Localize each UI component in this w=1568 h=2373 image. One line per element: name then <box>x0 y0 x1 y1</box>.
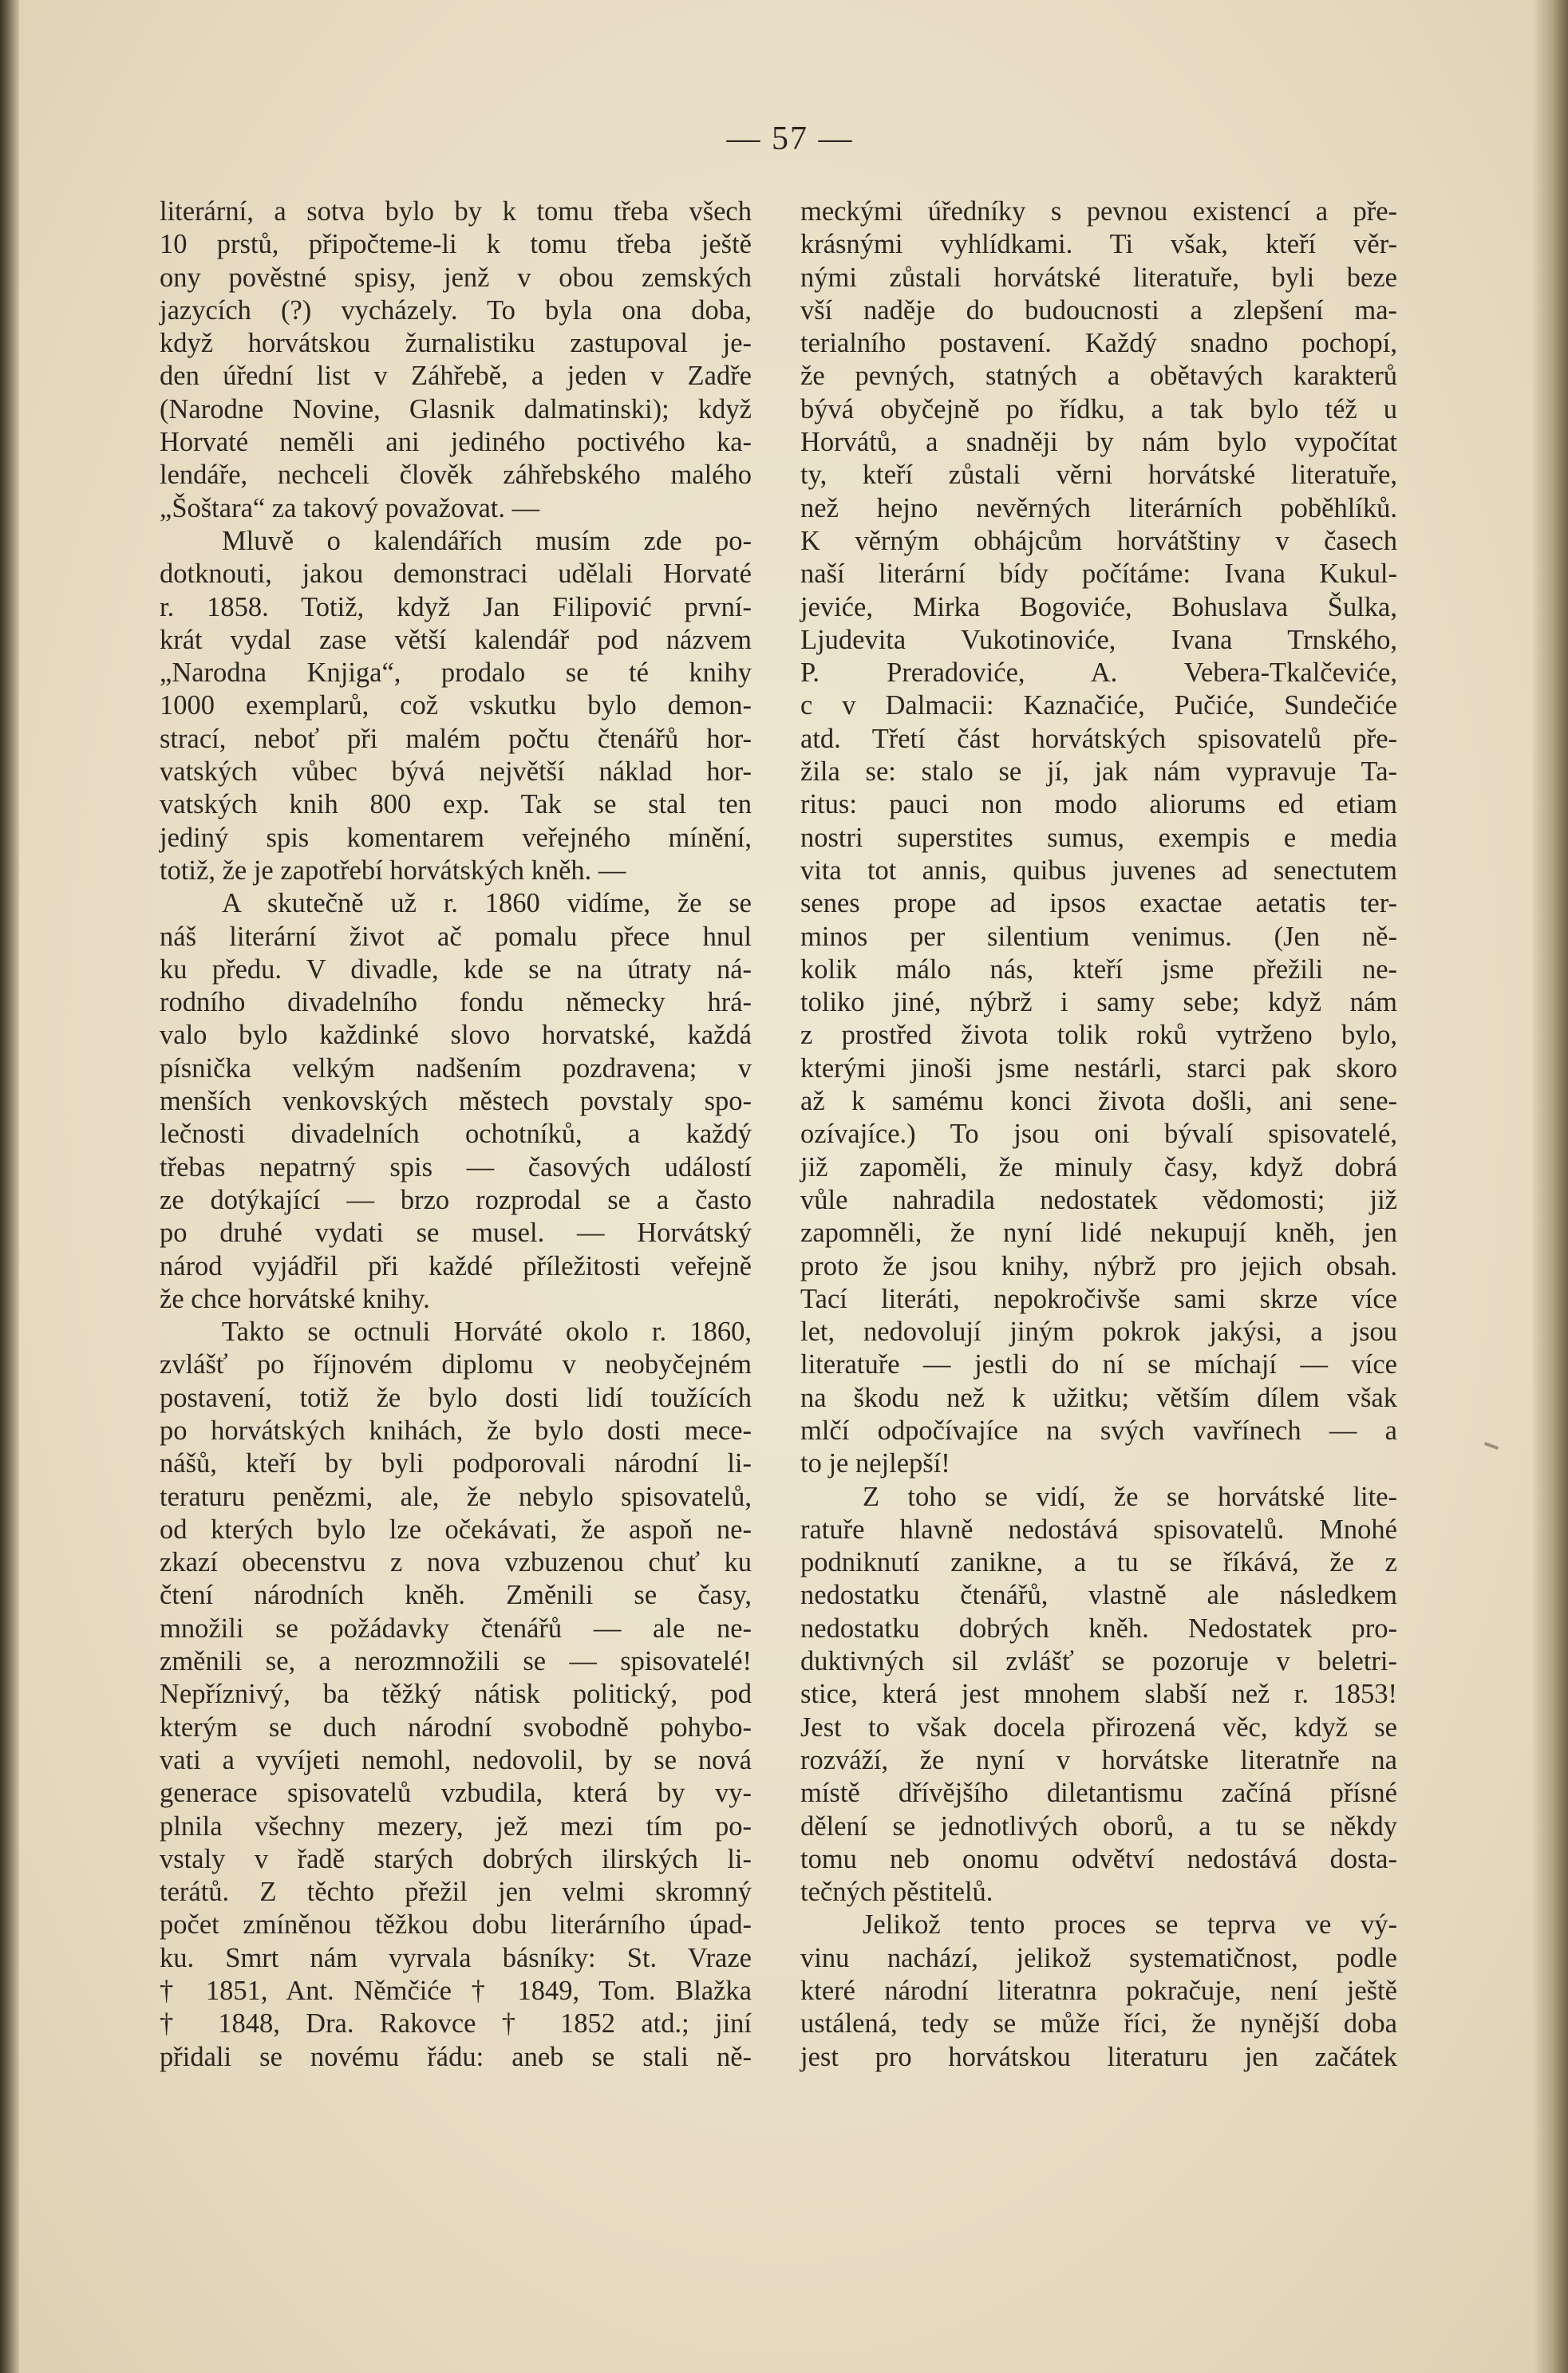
text-line: změnili se, a nerozmnožili se — spisovatelé! <box>160 1646 752 1677</box>
text-line: lečnosti divadelních ochotníků, a každý <box>160 1119 752 1150</box>
text-line: den úřední list v Záhřebě, a jeden v Zadře <box>160 361 752 392</box>
text-line: P. Preradoviće, A. Vebera-Tkalčeviće, <box>800 657 1397 689</box>
text-line: tomu neb onomu odvětví nedostává dosta- <box>800 1843 1397 1874</box>
text-line: c v Dalmacii: Kaznačiće, Pučiće, Sundečiće <box>800 690 1397 721</box>
page-edge-shadow-right <box>1533 0 1568 2373</box>
text-line: vinu nachází, jelikož systematičnost, podle <box>800 1942 1397 1973</box>
text-line: Nepříznivý, ba těžký nátisk politický, pod <box>160 1679 752 1710</box>
text-line: jest pro horvátskou literaturu jen začátek <box>800 2041 1397 2072</box>
paper-mark <box>1484 1442 1499 1450</box>
text-line: vůle nahradila nedostatek vědomosti; již <box>800 1184 1397 1215</box>
text-line: nými zůstali horvátské literatuře, byli beze <box>800 262 1397 293</box>
text-line: jeviće, Mirka Bogoviće, Bohuslava Šulka, <box>800 591 1397 622</box>
text-line: zapomněli, že nyní lidé nekupují kněh, jen <box>800 1218 1397 1249</box>
text-line: duktivných sil zvlášť se pozoruje v beletri- <box>800 1646 1397 1677</box>
text-line: nášů, kteří by byli podporovali národní li- <box>160 1448 752 1479</box>
text-line: počet zmíněnou těžkou dobu literárního úpad- <box>160 1909 752 1941</box>
text-line: totiž, že je zapotřebí horvátských kněh. — <box>160 855 626 886</box>
text-line: z prostřed života tolik roků vytrženo bylo, <box>800 1020 1397 1051</box>
text-line: naší literární bídy počítáme: Ivana Kukul- <box>800 559 1397 590</box>
text-line: strací, neboť při malém počtu čtenářů hor- <box>160 723 752 754</box>
text-line: minos per silentium venimus. (Jen ně- <box>800 921 1397 952</box>
text-line: místě dřívějšího diletantismu začíná přísné <box>800 1778 1397 1809</box>
text-line: proto že jsou knihy, nýbrž pro jejich obsah. <box>800 1250 1397 1281</box>
text-line: r. 1858. Totiž, když Jan Filipović první- <box>160 591 752 622</box>
text-line: kterým se duch národní svobodně pohybo- <box>160 1712 752 1743</box>
text-line: teraturu penězmi, ale, že nebylo spisovatelů, <box>160 1481 752 1512</box>
text-line: † 1848, Dra. Rakovce † 1852 atd.; jiní <box>160 2008 752 2039</box>
text-line: meckými úředníky s pevnou existencí a pře- <box>800 196 1397 227</box>
text-line: senes prope ad ipsos exactae aetatis ter- <box>800 888 1397 919</box>
text-line: Takto se octnuli Horváté okolo r. 1860, <box>222 1317 752 1348</box>
text-line: † 1851, Ant. Němčiće † 1849, Tom. Blažka <box>160 1976 752 2007</box>
text-line: vstaly v řadě starých dobrých ilirských li- <box>160 1843 752 1874</box>
text-line: vati a vyvíjeti nemohl, nedovolil, by se nová <box>160 1744 752 1775</box>
text-line: rodního divadelního fondu německy hrá- <box>160 987 752 1018</box>
text-line: ratuře hlavně nedostává spisovatelů. Mnohé <box>800 1514 1397 1545</box>
text-line: Mluvě o kalendářích musím zde po- <box>222 525 752 556</box>
text-line: 10 prstů, připočteme-li k tomu třeba ještě <box>160 229 752 260</box>
text-line: Horvátů, a snadněji by nám bylo vypočítat <box>800 427 1397 458</box>
text-line: ony pověstné spisy, jenž v obou zemských <box>160 262 752 293</box>
text-line: krásnými vyhlídkami. Ti však, kteří věr- <box>800 229 1397 260</box>
text-line: tečných pěstitelů. <box>800 1877 993 1908</box>
text-line: valo bylo každinké slovo horvatské, každá <box>160 1020 752 1051</box>
text-line: Z toho se vidí, že se horvátské lite- <box>863 1481 1397 1512</box>
text-line: od kterých bylo lze očekávati, že aspoň ne- <box>160 1514 752 1545</box>
text-line: terialního postavení. Každý snadno pochopí, <box>800 328 1397 359</box>
text-line: Horvaté neměli ani jediného poctivého ka- <box>160 427 752 458</box>
text-line: množili se požádavky čtenářů — ale ne- <box>160 1613 752 1644</box>
text-line: A skutečně už r. 1860 vidíme, že se <box>222 888 752 919</box>
text-line: když horvátskou žurnalistiku zastupoval je- <box>160 328 752 359</box>
text-line: vatských vůbec bývá největší náklad hor- <box>160 756 752 788</box>
text-line: nostri superstites sumus, exempis e media <box>800 822 1397 853</box>
text-line: Jelikož tento proces se teprva ve vý- <box>863 1909 1397 1941</box>
text-line: ritus: pauci non modo aliorums ed etiam <box>800 789 1397 820</box>
text-line: ku. Smrt nám vyrvala básníky: St. Vraze <box>160 1942 752 1973</box>
text-line: které národní literatnra pokračuje, není ještě <box>800 1976 1397 2007</box>
text-line: plnila všechny mezery, jež mezi tím po- <box>160 1810 752 1842</box>
text-line: ku předu. V divadle, kde se na útraty ná- <box>160 954 752 985</box>
text-line: vita tot annis, quibus juvenes ad senectutem <box>800 855 1397 886</box>
text-line: atd. Třetí část horvátských spisovatelů pře- <box>800 723 1397 754</box>
text-line: čtení národních kněh. Změnili se časy, <box>160 1580 752 1611</box>
text-line: jazycích (?) vycházely. To byla ona doba, <box>160 294 752 326</box>
text-line: let, nedovolují jiným pokrok jakýsi, a jsou <box>800 1317 1397 1348</box>
text-line: kterými jinoši jsme nestárli, starci pak skoro <box>800 1052 1397 1084</box>
text-line: mlčí odpočívajíce na svých vavřínech — a <box>800 1415 1397 1446</box>
text-line: krát vydal zase větší kalendář pod názvem <box>160 624 752 655</box>
text-line: po druhé vydati se musel. — Horvátský <box>160 1218 752 1249</box>
text-line: ustálená, tedy se může říci, že nynější doba <box>800 2008 1397 2039</box>
text-line: ty, kteří zůstali věrni horvátské literatuře, <box>800 460 1397 491</box>
right-text-column <box>800 195 1397 2074</box>
text-line: to je nejlepší! <box>800 1448 950 1479</box>
text-line: na škodu než k užitku; větším dílem však <box>800 1382 1397 1413</box>
text-line: písnička velkým nadšením pozdravena; v <box>160 1052 752 1084</box>
text-line: rozváží, že nyní v horvátske literatnře na <box>800 1744 1397 1775</box>
left-text-column <box>160 195 752 2074</box>
text-line: postavení, totiž že bylo dosti lidí toužících <box>160 1382 752 1413</box>
text-line: vatských knih 800 exp. Tak se stal ten <box>160 789 752 820</box>
text-line: literatuře — jestli do ní se míchají — více <box>800 1349 1397 1380</box>
text-line: Jest to však docela přirozená věc, když se <box>800 1712 1397 1743</box>
text-line: menších venkovských městech povstaly spo- <box>160 1086 752 1117</box>
text-line: generace spisovatelů vzbudila, která by vy- <box>160 1778 752 1809</box>
text-line: třebas nepatrný spis — časových událostí <box>160 1151 752 1183</box>
page-number: — 57 — <box>726 120 854 157</box>
text-line: dotknouti, jakou demonstraci udělali Horvaté <box>160 559 752 590</box>
text-line: ze dotýkající — brzo rozprodal se a často <box>160 1184 752 1215</box>
text-line: „Narodna Knjiga“, prodalo se té knihy <box>160 657 752 689</box>
text-line: že chce horvátské knihy. <box>160 1283 430 1314</box>
text-line: terátů. Z těchto přežil jen velmi skromný <box>160 1877 752 1908</box>
text-line: nedostatku čtenářů, vlastně ale následkem <box>800 1580 1397 1611</box>
text-line: než hejno nevěrných literárních poběhlíků. <box>800 492 1397 523</box>
text-line: až k samému konci života došli, ani sene- <box>800 1086 1397 1117</box>
text-line: zvlášť po říjnovém diplomu v neobyčejném <box>160 1349 752 1380</box>
text-line: lendáře, nechceli člověk záhřebského malého <box>160 460 752 491</box>
text-line: 1000 exemplarů, což vskutku bylo demon- <box>160 690 752 721</box>
text-line: (Narodne Novine, Glasnik dalmatinski); když <box>160 393 752 424</box>
text-line: toliko jiné, nýbrž i samy sebe; když nám <box>800 987 1397 1018</box>
text-line: nedostatku dobrých kněh. Nedostatek pro- <box>800 1613 1397 1644</box>
text-line: po horvátských knihách, že bylo dosti mece- <box>160 1415 752 1446</box>
text-line: dělení se jednotlivých oborů, a tu se někdy <box>800 1810 1397 1842</box>
text-line: „Šoštara“ za takový považovat. — <box>160 492 540 523</box>
text-line: žila se: stalo se jí, jak nám vypravuje Ta- <box>800 756 1397 788</box>
text-line: národ vyjádřil při každé příležitosti veřejně <box>160 1250 752 1281</box>
text-line: stice, která jest mnohem slabší než r. 1853! <box>800 1679 1397 1710</box>
text-line: přidali se novému řádu: aneb se stali ně- <box>160 2041 752 2072</box>
text-line: náš literární život ač pomalu přece hnul <box>160 921 752 952</box>
text-line: kolik málo nás, kteří jsme přežili ne- <box>800 954 1397 985</box>
text-line: bývá obyčejně po řídku, a tak bylo též u <box>800 393 1397 424</box>
text-line: Ljudevita Vukotinoviće, Ivana Trnského, <box>800 624 1397 655</box>
text-line: ozívajíce.) To jsou oni bývalí spisovatelé, <box>800 1119 1397 1150</box>
text-line: K věrným obhájcům horvátštiny v časech <box>800 525 1397 556</box>
text-line: jediný spis komentarem veřejného mínění, <box>160 822 752 853</box>
text-line: již zapoměli, že minuly časy, když dobrá <box>800 1151 1397 1183</box>
text-line: vší naděje do budoucnosti a zlepšení ma- <box>800 294 1397 326</box>
text-line: podniknutí zanikne, a tu se říkává, že z <box>800 1547 1397 1578</box>
text-line: že pevných, statných a obětavých karakterů <box>800 361 1397 392</box>
text-line: literární, a sotva bylo by k tomu třeba všech <box>160 196 752 227</box>
text-line: Tací literáti, nepokročivše sami skrze více <box>800 1283 1397 1314</box>
page-edge-shadow-left <box>0 0 19 2373</box>
text-line: zkazí obecenstvu z nova vzbuzenou chuť ku <box>160 1547 752 1578</box>
